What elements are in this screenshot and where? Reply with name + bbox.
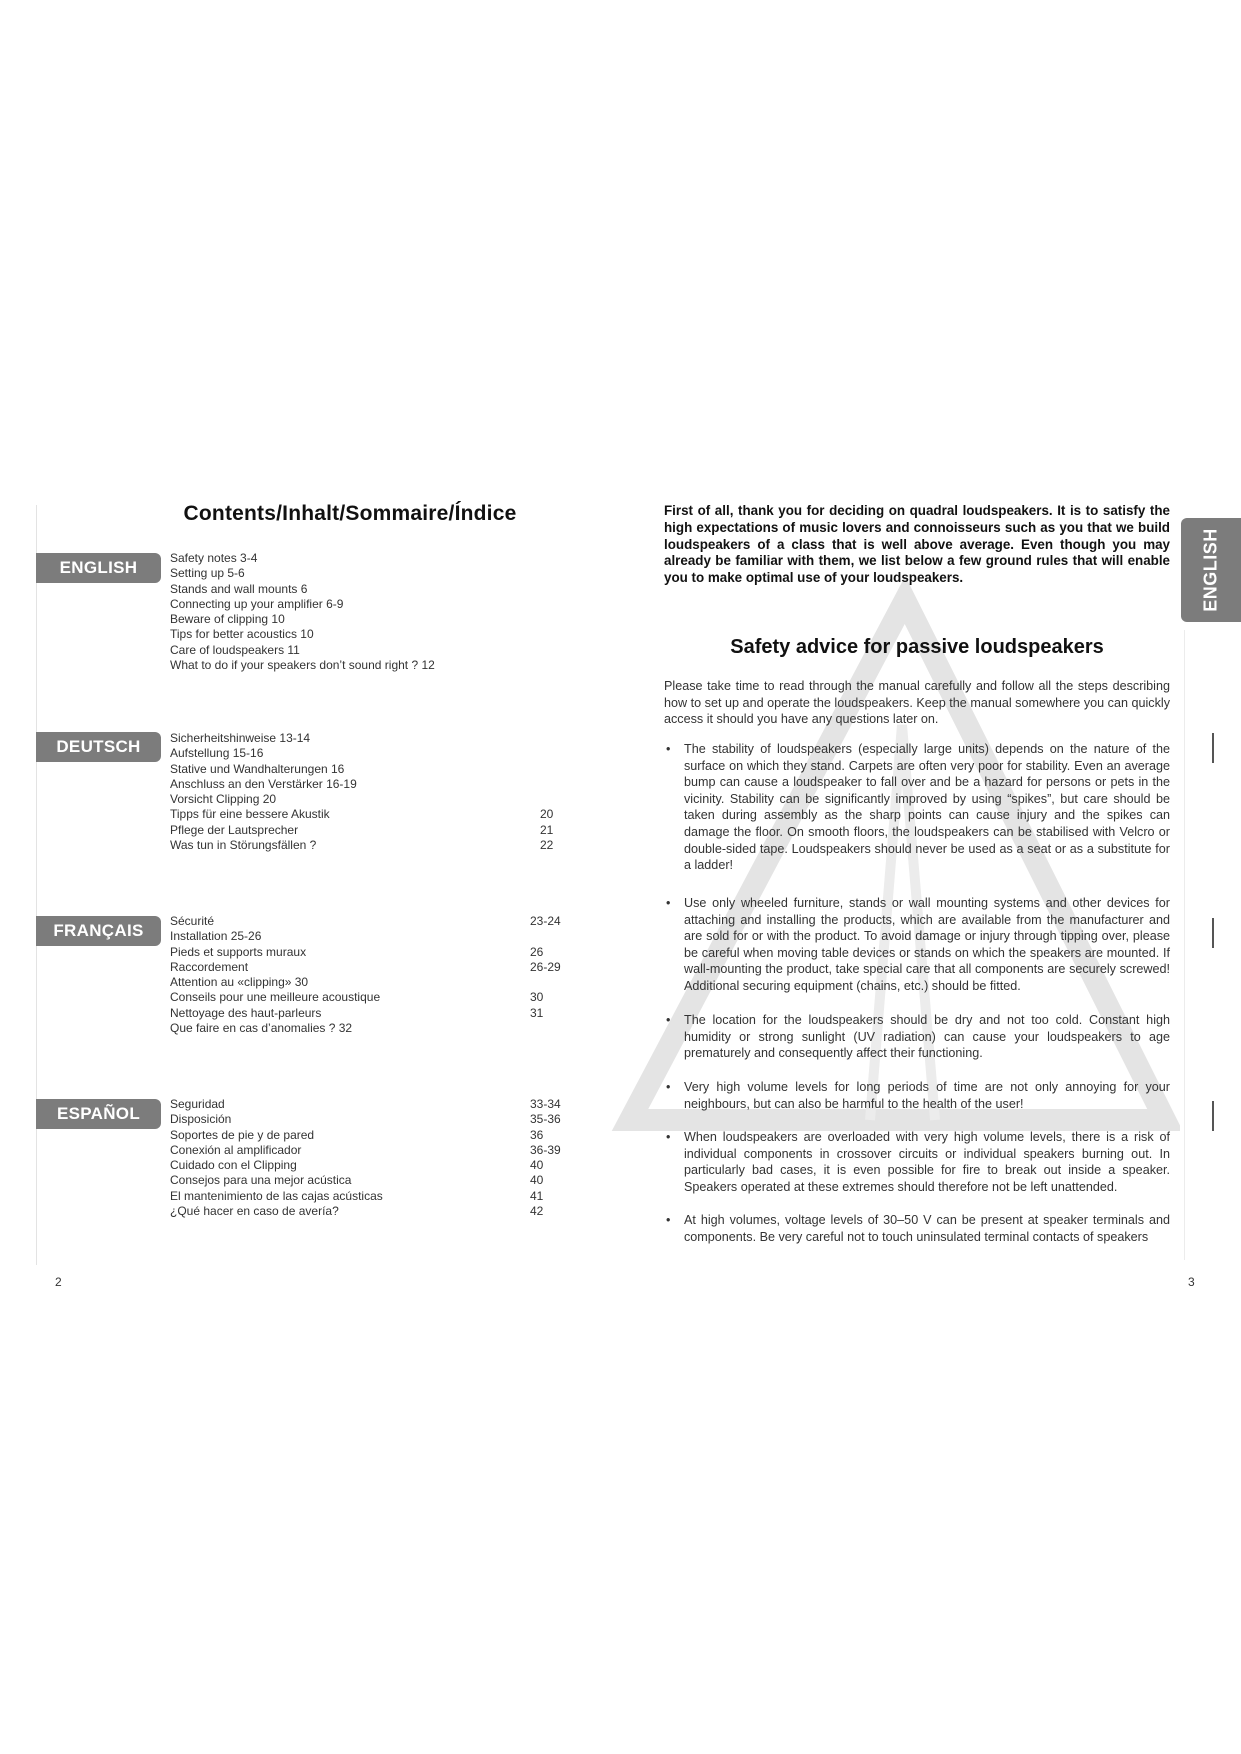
left-page-margin-rule xyxy=(36,505,37,1265)
bullet-text: Very high volume levels for long periods of time are not only annoying for your neighbours, but can also be harmful to the health of the user! xyxy=(684,1080,1170,1111)
toc-entry xyxy=(170,929,580,944)
toc-entry xyxy=(170,960,580,975)
toc-entry-title: Consejos para una mejor acústica xyxy=(170,1173,352,1188)
toc-entry xyxy=(170,1204,580,1219)
lang-tab-deutsch: DEUTSCH xyxy=(36,732,161,762)
toc-entry xyxy=(170,990,580,1005)
toc-entry-page: 20 xyxy=(540,807,554,822)
toc-entry-title: Connecting up your amplifier 6-9 xyxy=(170,596,344,611)
toc-entry-page: 21 xyxy=(540,822,554,837)
toc-entry-title: Stands and wall mounts 6 xyxy=(170,581,308,596)
toc-entry xyxy=(170,627,580,642)
toc-entry-title: Conexión al amplificador xyxy=(170,1142,302,1157)
toc-entry-title: ¿Qué hacer en caso de avería? xyxy=(170,1204,339,1219)
toc-entry-page: 30 xyxy=(530,990,544,1005)
toc-entry-title: Que faire en cas d’anomalies ? 32 xyxy=(170,1021,353,1036)
toc-entry-page: 40 xyxy=(530,1158,544,1173)
margin-marker xyxy=(1212,733,1214,763)
lang-tab-francais: FRANÇAIS xyxy=(36,916,161,946)
toc-entry-title: Disposición xyxy=(170,1112,232,1127)
safety-bullet xyxy=(666,1212,1170,1245)
toc-title: Contents/Inhalt/Sommaire/Índice xyxy=(183,502,517,525)
toc-entry-page: 26-29 xyxy=(530,959,561,974)
toc-entry-title: Sécurité xyxy=(170,914,215,928)
safety-bullet xyxy=(666,1079,1170,1112)
page-number-left: 2 xyxy=(55,1275,62,1289)
bullet-dot: • xyxy=(666,896,671,910)
toc-entry xyxy=(170,1173,580,1188)
toc-entry xyxy=(170,1097,580,1112)
toc-entry xyxy=(170,1128,580,1143)
bullet-text: The location for the loudspeakers should be dry and not too cold. Constant high humidity or strong sunlight (UV radiation) can cause your loudspeakers to age prematurely and consequently affect their functioning. xyxy=(684,1013,1170,1061)
safety-bullet xyxy=(666,895,1170,995)
lang-tab-espanol: ESPAÑOL xyxy=(36,1099,161,1129)
toc-entry xyxy=(170,838,580,853)
bullet-dot: • xyxy=(666,1213,671,1227)
toc-entry xyxy=(170,914,580,929)
toc-entry-page: 33-34 xyxy=(530,1097,561,1111)
bullet-dot: • xyxy=(666,742,671,756)
toc-entry-title: Cuidado con el Clipping xyxy=(170,1158,297,1173)
toc-entry-title: Stative und Wandhalterungen 16 xyxy=(170,761,345,776)
toc-entry-title: Safety notes 3-4 xyxy=(170,551,258,565)
toc-entry-title: Sicherheitshinweise 13-14 xyxy=(170,731,311,745)
bullet-text: The stability of loudspeakers (especially large units) depends on the nature of the surface on which they stand. Carpets are often very poor for stability. Even an average bump can cause a loudspeaker to fall over and be a hazard for persons or pets in the vicinity. Stability can be significantly improved by using “spikes”, but care should be taken during assembly as the sharp points can cause injury and the spikes can damage the floor. On smooth floors, the loudspeakers can be stabilised with Velcro or double-sided tape. Loudspeakers should never be used as a seat or as a substitute for a ladder! xyxy=(684,742,1170,873)
toc-entry-title: Nettoyage des haut-parleurs xyxy=(170,1005,322,1020)
toc-entry-page: 40 xyxy=(530,1173,544,1188)
toc-entry xyxy=(170,807,580,822)
toc-entry-title: Setting up 5-6 xyxy=(170,566,245,581)
toc-entry-page: 23-24 xyxy=(530,914,561,928)
safety-bullet xyxy=(666,1012,1170,1062)
bullet-dot: • xyxy=(666,1130,671,1144)
toc-entry xyxy=(170,582,580,597)
toc-entry-page: 31 xyxy=(530,1005,544,1020)
toc-entry xyxy=(170,945,580,960)
toc-list-english xyxy=(170,551,580,673)
toc-entry xyxy=(170,1158,580,1173)
safety-heading: Safety advice for passive loudspeakers xyxy=(730,636,1104,658)
toc-entry-page: 42 xyxy=(530,1204,544,1219)
toc-entry-title: Anschluss an den Verstärker 16-19 xyxy=(170,776,357,791)
toc-entry xyxy=(170,762,580,777)
toc-entry-title: Installation 25-26 xyxy=(170,929,262,944)
toc-entry xyxy=(170,612,580,627)
toc-entry xyxy=(170,597,580,612)
toc-list-francais xyxy=(170,914,580,1036)
safety-lead-paragraph: Please take time to read through the manual carefully and follow all the steps describing how to set up and operate the loudspeakers. Keep the manual somewhere you can quickly access it should you have any questions later on. xyxy=(664,679,1170,727)
english-side-tab-label: ENGLISH xyxy=(1200,528,1221,612)
toc-entry-title: Pflege der Lautsprecher xyxy=(170,822,299,837)
toc-entry-title: Aufstellung 15-16 xyxy=(170,746,264,761)
toc-list-espanol xyxy=(170,1097,580,1219)
toc-entry xyxy=(170,1006,580,1021)
toc-entry-title: Care of loudspeakers 11 xyxy=(170,642,300,657)
toc-entry-title: Conseils pour une meilleure acoustique xyxy=(170,990,381,1005)
toc-entry-page: 35-36 xyxy=(530,1112,561,1127)
toc-entry xyxy=(170,792,580,807)
toc-entry-title: Tips for better acoustics 10 xyxy=(170,627,314,642)
margin-marker xyxy=(1212,918,1214,948)
bullet-text: When loudspeakers are overloaded with very high volume levels, there is a risk of individual components in crossover circuits or individual speakers burning out. In particularly bad cases, it is even possible for fire to break out inside a speaker. Speakers operated at these extremes should therefore not be left unattended. xyxy=(684,1130,1170,1194)
toc-entry-page: 36 xyxy=(530,1127,544,1142)
page-number-right: 3 xyxy=(1188,1275,1195,1289)
toc-entry-page: 26 xyxy=(530,944,544,959)
safety-bullet xyxy=(666,1129,1170,1195)
toc-entry-title: Pieds et supports muraux xyxy=(170,944,307,959)
toc-entry-title: Soportes de pie y de pared xyxy=(170,1127,315,1142)
right-page-margin-rule xyxy=(1184,630,1185,1260)
toc-entry-title: Was tun in Störungsfällen ? xyxy=(170,838,317,853)
toc-entry-title: Vorsicht Clipping 20 xyxy=(170,792,277,807)
toc-entry xyxy=(170,731,580,746)
toc-entry xyxy=(170,566,580,581)
toc-entry xyxy=(170,658,580,673)
bullet-dot: • xyxy=(666,1080,671,1094)
bullet-text: At high volumes, voltage levels of 30–50 V can be present at speaker terminals and components. Be very careful not to touch uninsulated terminal contacts of speakers xyxy=(684,1213,1170,1244)
toc-entry-title: Beware of clipping 10 xyxy=(170,612,285,627)
toc-entry-title: El mantenimiento de las cajas acústicas xyxy=(170,1188,383,1203)
margin-marker xyxy=(1212,1101,1214,1131)
toc-entry xyxy=(170,551,580,566)
toc-entry xyxy=(170,823,580,838)
toc-entry-page: 36-39 xyxy=(530,1142,561,1157)
lang-tab-english: ENGLISH xyxy=(36,553,161,583)
toc-entry xyxy=(170,1143,580,1158)
toc-entry-title: What to do if your speakers don’t sound right ? 12 xyxy=(170,658,435,673)
toc-entry-title: Seguridad xyxy=(170,1097,225,1111)
bullet-text: Use only wheeled furniture, stands or wall mounting systems and other devices for attaching and installing the products, which are available from the manufacturer and are sold for or with the product. To avoid damage or injury through tipping over, please be careful when moving table devices or stands on which the speakers are mounted. If wall-mounting the product, take special care that all components are securely screwed! Additional securing equipment (chains, etc.) should be fitted. xyxy=(684,896,1170,993)
toc-entry-page: 22 xyxy=(540,838,554,853)
toc-entry-title: Tipps für eine bessere Akustik xyxy=(170,807,330,822)
toc-entry-title: Attention au «clipping» 30 xyxy=(170,975,309,990)
toc-entry xyxy=(170,746,580,761)
toc-entry xyxy=(170,1189,580,1204)
toc-entry xyxy=(170,643,580,658)
toc-entry xyxy=(170,777,580,792)
toc-list-deutsch xyxy=(170,731,580,853)
toc-entry xyxy=(170,1021,580,1036)
safety-bullet xyxy=(666,741,1170,874)
toc-entry-title: Raccordement xyxy=(170,959,249,974)
bullet-dot: • xyxy=(666,1013,671,1027)
intro-paragraph: First of all, thank you for deciding on quadral loudspeakers. It is to satisfy the high expectations of music lovers and connoisseurs such as you that we build loudspeakers of a class that is well above average. Even though you may already be familiar with them, we list below a few ground rules that will enable you to make optimal use of your loudspeakers. xyxy=(664,503,1170,586)
toc-entry xyxy=(170,1112,580,1127)
english-side-tab xyxy=(1181,518,1241,622)
toc-entry-page: 41 xyxy=(530,1188,544,1203)
toc-entry xyxy=(170,975,580,990)
